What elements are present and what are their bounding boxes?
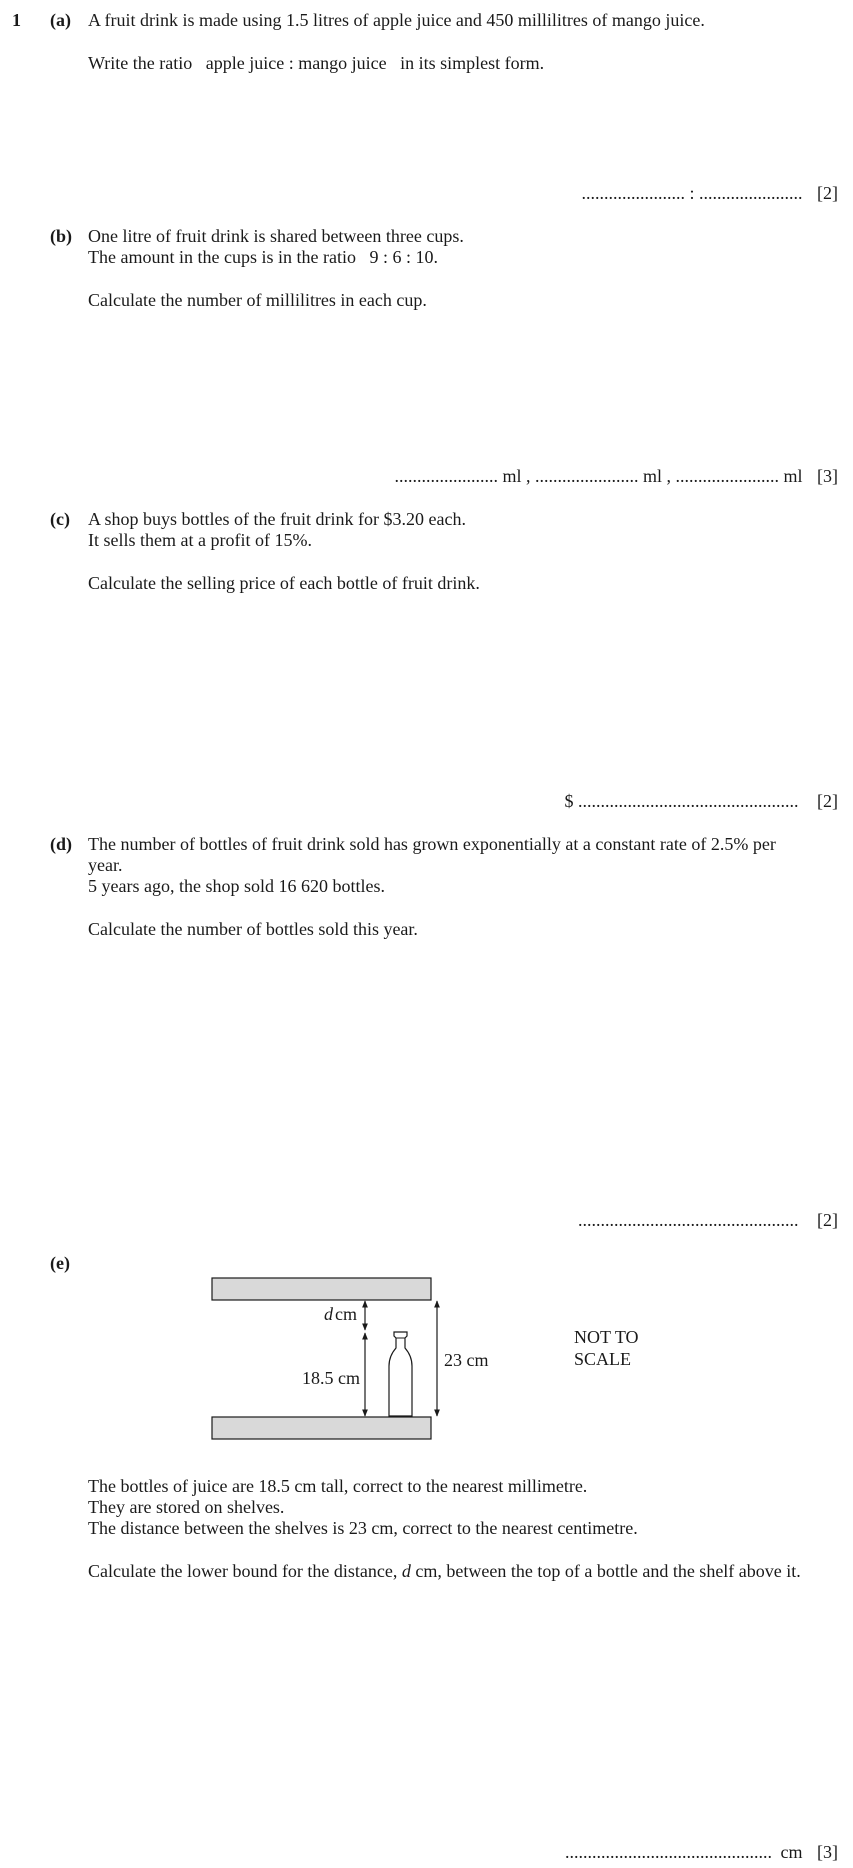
question-number: 1 <box>12 10 21 30</box>
part-d-stem-1: The number of bottles of fruit drink sold has grown exponentially at a constant rate of 2.5% per <box>88 834 776 854</box>
part-e-answer-line[interactable]: .............................................. <box>565 1842 772 1862</box>
part-e-stem-2: They are stored on shelves. <box>88 1497 285 1517</box>
not-to-scale-line2: SCALE <box>574 1349 632 1369</box>
shelf-gap-label: 23 cm <box>444 1350 489 1370</box>
part-b-stem-1: One litre of fruit drink is shared between three cups. <box>88 226 464 246</box>
part-c-label: (c) <box>50 509 70 529</box>
part-c-marks: [2] <box>817 791 838 811</box>
bottle-height-label: 18.5 cm <box>302 1368 360 1388</box>
part-b-answer-row <box>394 466 838 487</box>
part-b-answer-line[interactable]: ....................... ml , ....................... ml , ....................... ml <box>394 466 803 486</box>
part-a-answer-line[interactable]: ....................... : ....................... <box>581 183 803 203</box>
part-d-answer-row <box>578 1210 838 1231</box>
part-e-instruction: Calculate the lower bound for the distance, d cm, between the top of a bottle and the shelf above it. <box>88 1561 801 1581</box>
part-d-label: (d) <box>50 834 72 854</box>
part-d-marks: [2] <box>817 1210 838 1230</box>
shelf-bottle-diagram <box>200 1270 680 1450</box>
part-a-instruction: Write the ratio apple juice : mango juice in its simplest form. <box>88 53 545 73</box>
part-c-instruction: Calculate the selling price of each bottle of fruit drink. <box>88 573 480 593</box>
part-b-marks: [3] <box>817 466 838 486</box>
part-a-marks: [2] <box>817 183 838 203</box>
part-d-stem-1b: year. <box>88 855 123 875</box>
part-c-stem-1: A shop buys bottles of the fruit drink for $3.20 each. <box>88 509 466 529</box>
part-b-label: (b) <box>50 226 72 246</box>
part-e-marks: [3] <box>817 1842 838 1862</box>
part-b-instruction: Calculate the number of millilitres in each cup. <box>88 290 427 310</box>
part-d-answer-line[interactable]: ................................................. <box>578 1210 799 1230</box>
part-a-stem: A fruit drink is made using 1.5 litres of apple juice and 450 millilitres of mango juice. <box>88 10 705 30</box>
bottle-icon <box>389 1332 412 1416</box>
part-d-stem-2: 5 years ago, the shop sold 16 620 bottles. <box>88 876 385 896</box>
part-e-stem-1: The bottles of juice are 18.5 cm tall, correct to the nearest millimetre. <box>88 1476 588 1496</box>
part-c-answer-line[interactable]: $ ................................................. <box>564 791 799 811</box>
bottom-shelf <box>212 1417 431 1439</box>
part-b-stem-2: The amount in the cups is in the ratio 9 : 6 : 10. <box>88 247 438 267</box>
part-a-label: (a) <box>50 10 71 30</box>
part-d-instruction: Calculate the number of bottles sold this year. <box>88 919 418 939</box>
part-a-answer-row <box>581 183 838 204</box>
part-e-stem-3: The distance between the shelves is 23 cm, correct to the nearest centimetre. <box>88 1518 638 1538</box>
part-e-answer-unit: cm <box>780 1842 803 1862</box>
part-c-stem-2: It sells them at a profit of 15%. <box>88 530 312 550</box>
part-e-answer-row <box>565 1842 838 1863</box>
d-label: d cm <box>324 1304 357 1324</box>
not-to-scale-line1: NOT TO <box>574 1327 639 1347</box>
part-e-label: (e) <box>50 1253 70 1273</box>
part-c-answer-row <box>565 791 839 812</box>
top-shelf <box>212 1278 431 1300</box>
